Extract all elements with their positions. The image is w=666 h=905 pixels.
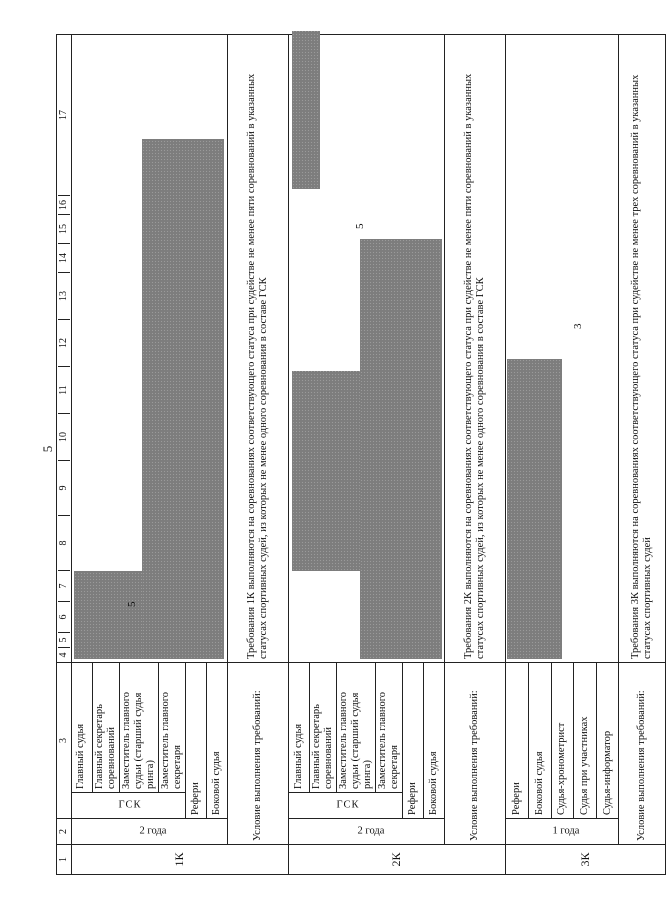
period-10: 10 [58,413,70,460]
section-3k-row-1 [506,35,529,875]
role-2k-3: Заместитель главного секретаря [376,663,403,793]
section-1k-req [227,35,288,875]
req-label-2k: Условие выполнения требований: [445,663,506,845]
header-row [57,35,72,875]
period-16: 16 [58,195,70,214]
role-1k-2: Заместитель главного судьи (старший судья ринга) [119,663,158,793]
period-5: 5 [58,632,70,647]
grid-3k [506,35,619,663]
period-11: 11 [58,366,70,413]
bar-1k-gsk [74,571,142,659]
role-2k-4: Рефери [403,663,424,819]
role-3k-3: Судья при участниках [574,663,597,819]
period-13: 13 [58,272,70,319]
period-7: 7 [58,570,70,601]
bar-2k-top [292,31,320,189]
role-1k-3: Заместитель главного секретаря [158,663,185,793]
header-col-1: 1 [57,845,72,875]
role-1k-0: Главный судья [71,663,92,793]
role-2k-0: Главный судья [288,663,309,793]
count-2k: 5 [353,223,366,229]
period-3k: 1 года [506,819,619,845]
period-15: 15 [58,214,70,243]
req-text-1k: Требования 1К выполняются на соревнованиях соответствующего статуса при судействе не менее пяти соревнований в указанных статусах спортивных судей, из которых не менее одного соревнования в составе ГСК [227,35,288,663]
count-1k: 5 [126,601,139,607]
qualification-table [56,34,666,875]
section-2k-row-1 [288,35,309,875]
bar-1k-ref [142,139,224,659]
role-1k-1: Главный секретарь соревнований [92,663,119,793]
role-1k-5: Боковой судья [206,663,227,819]
count-3k: 3 [572,323,585,329]
header-periods [57,35,72,663]
bar-2k-gsk [292,371,360,571]
bar-2k-ref [360,239,442,659]
header-col-3: 3 [57,663,72,819]
role-3k-1: Боковой судья [528,663,551,819]
period-12: 12 [58,319,70,366]
grid-1k [71,35,227,663]
header-col-2: 2 [57,819,72,845]
period-2k: 2 года [288,819,444,845]
period-17: 17 [58,110,69,120]
bar-3k [507,359,562,659]
req-text-3k: Требования 3К выполняются на соревнованиях соответствующего статуса при судействе не менее трех соревнований в указанных статусах спортивных судей [619,35,666,663]
grid-2k [288,35,444,663]
period-9: 9 [58,460,70,515]
period-1k: 2 года [71,819,227,845]
role-2k-1: Главный секретарь соревнований [309,663,336,793]
role-2k-5: Боковой судья [424,663,445,819]
category-3k: 3К [506,845,666,875]
page-number: 5 [40,445,55,453]
req-label-3k: Условие выполнения требований: [619,663,666,845]
category-2k: 2К [288,845,505,875]
req-label-1k: Условие выполнения требований: [227,663,288,845]
gsk-1k: ГСК [71,793,185,819]
period-6: 6 [58,601,70,632]
section-2k-req [445,35,506,875]
category-1k: 1К [71,845,288,875]
period-8: 8 [58,515,70,570]
role-2k-2: Заместитель главного судьи (старший судья ринга) [337,663,376,793]
period-4: 4 [58,647,70,662]
section-1k-row-1 [71,35,92,875]
role-3k-0: Рефери [506,663,529,819]
section-3k-req [619,35,666,875]
role-3k-2: Судья-хронометрист [551,663,574,819]
role-3k-4: Судья-информатор [596,663,619,819]
role-1k-4: Рефери [185,663,206,819]
period-14: 14 [58,243,70,272]
rotated-table-container [56,35,654,875]
req-text-2k: Требования 2К выполняются на соревнованиях соответствующего статуса при судействе не менее пяти соревнований в указанных статусах спортивных судей, из которых не менее одного соревнования в составе ГСК [445,35,506,663]
gsk-2k: ГСК [288,793,402,819]
